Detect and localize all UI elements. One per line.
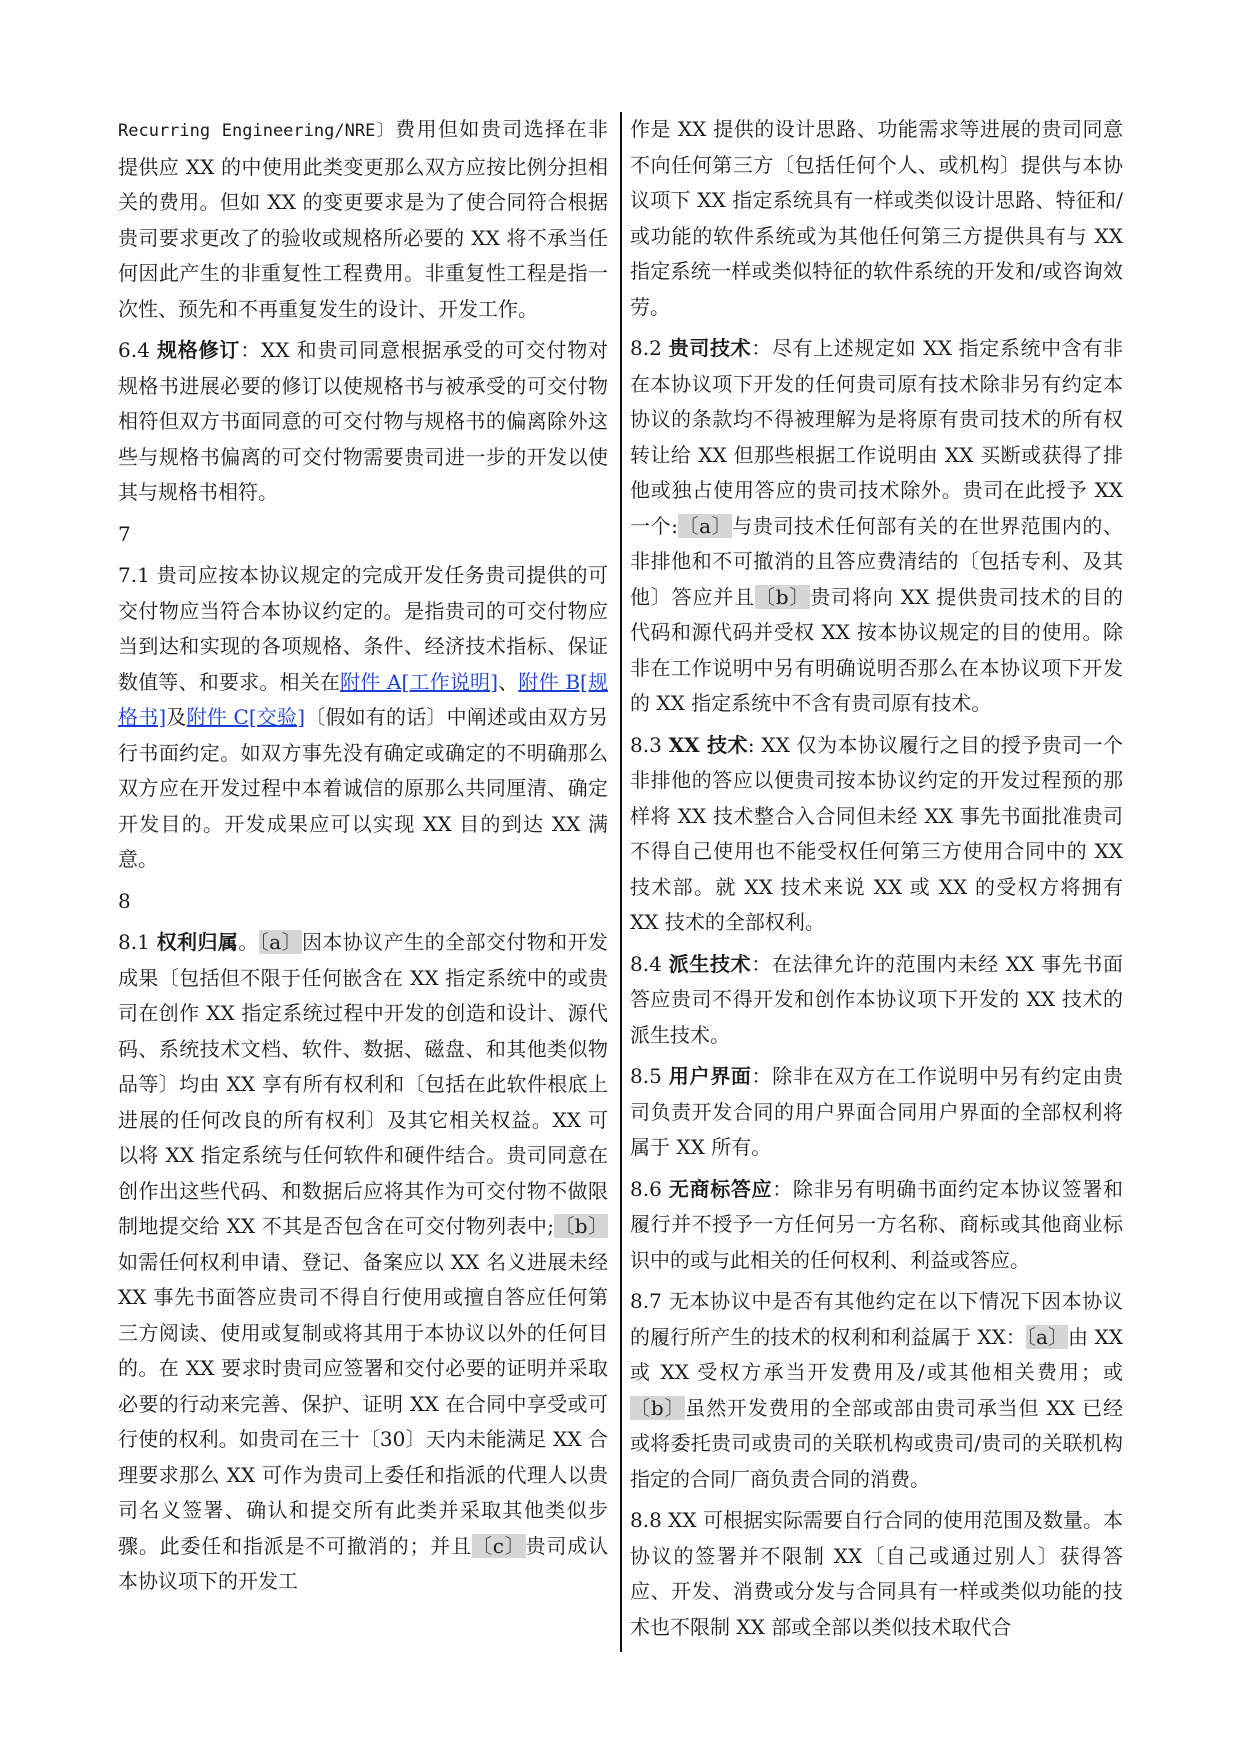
item-marker-b: 〔b〕 — [554, 1214, 608, 1238]
clause-7-1: 7.1 贵司应按本协议规定的完成开发任务贵司提供的可交付物应当符合本协议约定的。是指贵司的可交付物应当到达和实现的各项规格、条件、经济技术指标、保证数值等、和要求。相关在附件 A[工作说明]、附件 B[规格书]及附件 C[交验]〔假如有的话〕中阐述或由双方另行书面约定。如双方事先没有确定或确定的不明确那么双方应在开发过程中本着诚信的原那么共同厘清、确定开发目的。开发成果应可以实现 XX 目的到达 XX 满意。 — [118, 563, 609, 871]
clause-6-4: 6.4 规格修订：XX 和贵司同意根据承受的可交付物对规格书进展必要的修订以使规格书与被承受的可交付物相符但双方书面同意的可交付物与规格书的偏离除外这些与规格书偏离的可交付物需要贵司进一步的开发以使其与规格书相符。 — [118, 338, 609, 504]
link-appendix-a[interactable]: 附件 A[工作说明] — [340, 669, 499, 694]
clause-8-5: 8.5 用户界面：除非在双方在工作说明中另有约定由贵司负责开发合同的用户界面合同用户界面的全部权利将属于 XX 所有。 — [630, 1064, 1124, 1159]
clause-8-8: 8.8 XX 可根据实际需要自行合同的使用范围及数量。本协议的签署并不限制 XX〔自己或通过别人〕获得答应、开发、消费或分发与合同具有一样或类似功能的技术也不限制 XX 部或全部以类似技术取代合 — [630, 1508, 1123, 1639]
item-marker-b: 〔b〕 — [754, 584, 811, 609]
clause-title: 派生技术 — [668, 951, 752, 976]
left-column — [118, 112, 608, 1600]
section-heading-8: 8 — [118, 888, 131, 913]
clause-8-2: 8.2 贵司技术：尽有上述规定如 XX 指定系统中含有非在本协议项下开发的任何贵司原有技术除非另有约定本协议的条款均不得被理解为是将原有贵司技术的所有权转让给 XX 但那些根据工作说明由 XX 买断或获得了排他或独占使用答应的贵司技术除外。贵司在此授予 XX 一个:〔a〕与贵司技术任何部有关的在世界范围内的、非排他和不可撤消的且答应费清结的〔包括专利、及其他〕答应并且〔b〕贵司将向 XX 提供贵司技术的目的代码和源代码并受权 XX 按本协议规定的目的使用。除非在工作说明中另有明确说明否那么在本协议项下开发的 XX 指定系统中不含有贵司原有技术。 — [630, 336, 1124, 715]
clause-8-6: 8.6 无商标答应：除非另有明确书面约定本协议签署和履行并不授予一方任何另一方名称、商标或其他商业标识中的或与此相关的任何权利、利益或答应。 — [630, 1176, 1124, 1272]
item-marker-a: 〔a〕 — [1025, 1324, 1069, 1349]
column-divider — [620, 112, 622, 1652]
clause-title: 规格修订 — [156, 338, 241, 362]
clause-title: 无商标答应 — [668, 1176, 773, 1201]
section-heading-7: 7 — [118, 521, 131, 546]
clause-title: 用户界面 — [668, 1064, 752, 1088]
item-marker-c: 〔c〕 — [471, 1533, 526, 1558]
paragraph-continued: 作是 XX 提供的设计思路、功能需求等进展的贵司同意不向任何第三方〔包括任何个人、或机构〕提供与本协议项下 XX 指定系统具有一样或类似设计思路、特征和/或功能的软件系统或为其他任何第三方提供具有与 XX 指定系统一样或类似特征的软件系统的开发和/或咨询效劳。 — [630, 117, 1123, 319]
clause-8-7: 8.7 无本协议中是否有其他约定在以下情况下因本协议的履行所产生的技术的权利和利益属于 XX：〔a〕由 XX 或 XX 受权方承当开发费用及/或其他相关费用；或〔b〕虽然开发费用的全部或部由贵司承当但 XX 已经或将委托贵司或贵司的关联机构或贵司/贵司的关联机构指定的合同厂商负责合同的消费。 — [630, 1289, 1123, 1491]
right-column — [630, 112, 1123, 1645]
clause-8-4: 8.4 派生技术：在法律允许的范围内未经 XX 事先书面答应贵司不得开发和创作本协议项下开发的 XX 技术的派生技术。 — [630, 951, 1124, 1047]
clause-8-1: 8.1 权利归属。〔a〕因本协议产生的全部交付物和开发成果〔包括但不限于任何嵌含在 XX 指定系统中的或贵司在创作 XX 指定系统过程中开发的创造和设计、源代码、系统技术文档、软件、数据、磁盘、和其他类似物品等〕均由 XX 享有所有权利和〔包括在此软件根底上进展的任何改良的所有权利〕及其它相关权益。XX 可以将 XX 指定系统与任何软件和硬件结合。贵司同意在创作出这些代码、和数据后应将其作为可交付物不做限制地提交给 XX 不其是否包含在可交付物列表中;〔b〕如需任何权利申请、登记、备案应以 XX 名义进展未经 XX 事先书面答应贵司不得自行使用或擅自答应任何第三方阅读、使用或复制或将其用于本协议以外的任何目的。在 XX 要求时贵司应签署和交付必要的证明并采取必要的行动来完善、保护、证明 XX 在合同中享受或可行使的权利。如贵司在三十〔30〕天内未能满足 XX 合理要求那么 XX 可作为贵司上委任和指派的代理人以贵司名义签署、确认和提交所有此类并采取其他类似步骤。此委任和指派是不可撤消的；并且〔c〕贵司成认本协议项下的开发工 — [118, 930, 609, 1593]
item-marker-b: 〔b〕 — [630, 1395, 686, 1420]
clause-8-3: 8.3 XX 技术: XX 仅为本协议履行之目的授予贵司一个非排他的答应以便贵司按本协议约定的开发过程预的那样将 XX 技术整合入合同但未经 XX 事先书面批准贵司不得自己使用也不能受权任何第三方使用合同中的 XX 技术部。就 XX 技术来说 XX 或 XX 的受权方将拥有 XX 技术的全部权利。 — [630, 732, 1124, 934]
clause-title: XX 技术 — [668, 732, 748, 757]
paragraph-nre-cost: Recurring Engineering/NRE〕费用但如贵司选择在非提供应 XX 的中使用此类变更那么双方应按比例分担相关的费用。但如 XX 的变更要求是为了使合同符合根据贵司要求更改了的验收或规格所必要的 XX 将不承当任何因此产生的非重复性工程费用。非重复性工程是指一次性、预先和不再重复发生的设计、开发工作。 — [118, 117, 608, 321]
item-marker-a: 〔a〕 — [258, 930, 302, 954]
nre-term: Recurring Engineering/NRE〕 — [118, 121, 396, 141]
item-marker-a: 〔a〕 — [677, 513, 733, 538]
clause-title: 权利归属 — [156, 930, 239, 954]
clause-title: 贵司技术 — [668, 336, 752, 360]
link-appendix-c[interactable]: 附件 C[交验] — [186, 705, 306, 729]
document-page — [118, 112, 1123, 1652]
link-appendix-b[interactable]: 附件 B[规格书] — [118, 669, 609, 729]
